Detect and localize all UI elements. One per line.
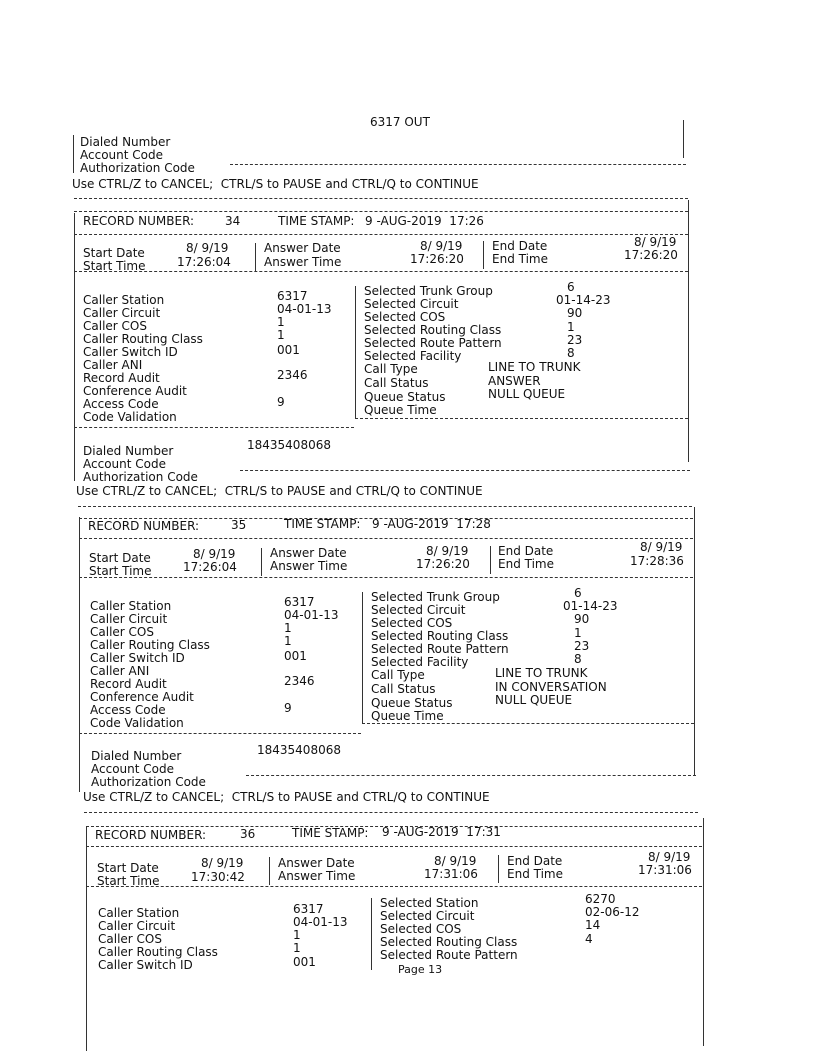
divider bbox=[362, 592, 363, 724]
label-caller-switch-id: Caller Switch ID bbox=[90, 651, 185, 665]
caller-routing-class: 1 bbox=[284, 634, 292, 648]
label-caller-circuit: Caller Circuit bbox=[90, 612, 168, 626]
page-title: 6317 OUT bbox=[370, 115, 430, 129]
divider bbox=[84, 812, 698, 813]
access-code: 9 bbox=[284, 701, 292, 715]
label-code-validation: Code Validation bbox=[90, 716, 184, 730]
label-caller-station: Caller Station bbox=[90, 599, 172, 613]
selected-cos: 14 bbox=[585, 918, 601, 932]
selected-circuit: 01-14-23 bbox=[556, 293, 611, 307]
time-stamp: 9 -AUG-2019 17:26 bbox=[365, 214, 484, 228]
divider bbox=[240, 470, 690, 471]
label-selected-circuit: Selected Circuit bbox=[380, 909, 475, 923]
label-selected-cos: Selected COS bbox=[371, 616, 453, 630]
queue-status: NULL QUEUE bbox=[495, 693, 573, 707]
call-status: ANSWER bbox=[488, 374, 541, 388]
selected-cos: 90 bbox=[567, 306, 583, 320]
divider bbox=[255, 243, 256, 271]
queue-status: NULL QUEUE bbox=[488, 387, 566, 401]
call-status: IN CONVERSATION bbox=[495, 680, 607, 694]
divider bbox=[355, 418, 688, 419]
selected-route-pattern: 23 bbox=[574, 639, 590, 653]
divider bbox=[74, 198, 688, 199]
label-dialed-number: Dialed Number bbox=[91, 749, 182, 763]
record-audit: 2346 bbox=[284, 674, 315, 688]
divider bbox=[74, 427, 354, 428]
label-call-type: Call Type bbox=[371, 668, 425, 682]
label-call-status: Call Status bbox=[364, 376, 429, 390]
label-dialed-number: Dialed Number bbox=[83, 444, 174, 458]
label-record-audit: Record Audit bbox=[90, 677, 167, 691]
caller-circuit: 04-01-13 bbox=[284, 608, 339, 622]
label-answer-time: Answer Time bbox=[264, 255, 342, 269]
label-end-date: End Date bbox=[498, 544, 554, 558]
divider bbox=[74, 213, 75, 481]
label-start-time: Start Time bbox=[97, 874, 160, 888]
selected-routing-class: 1 bbox=[567, 320, 575, 334]
divider bbox=[246, 775, 696, 776]
record-number: 36 bbox=[240, 827, 256, 841]
label-selected-station: Selected Station bbox=[380, 896, 479, 910]
end-date: 8/ 9/19 bbox=[640, 540, 683, 554]
label-caller-routing-class: Caller Routing Class bbox=[98, 945, 218, 959]
selected-trunk-group: 6 bbox=[574, 586, 582, 600]
answer-time: 17:31:06 bbox=[424, 867, 478, 881]
label-authorization-code: Authorization Code bbox=[83, 470, 198, 484]
divider bbox=[490, 546, 491, 574]
divider bbox=[261, 548, 262, 576]
label-selected-facility: Selected Facility bbox=[364, 349, 462, 363]
control-prompt: Use CTRL/Z to CANCEL; CTRL/S to PAUSE and CTRL/Q to CONTINUE bbox=[83, 790, 490, 804]
divider bbox=[269, 857, 270, 885]
label-selected-circuit: Selected Circuit bbox=[364, 297, 459, 311]
label-conference-audit: Conference Audit bbox=[90, 690, 194, 704]
selected-station: 6270 bbox=[585, 892, 616, 906]
record-number-label: RECORD NUMBER: bbox=[83, 214, 195, 228]
label-answer-time: Answer Time bbox=[270, 559, 348, 573]
label-start-date: Start Date bbox=[83, 246, 145, 260]
label-caller-ani: Caller ANI bbox=[90, 664, 150, 678]
label-caller-routing-class: Caller Routing Class bbox=[83, 332, 203, 346]
label-answer-date: Answer Date bbox=[264, 241, 341, 255]
label-end-date: End Date bbox=[507, 854, 563, 868]
label-queue-status: Queue Status bbox=[371, 696, 453, 710]
label-queue-time: Queue Time bbox=[364, 403, 437, 417]
label-start-time: Start Time bbox=[83, 259, 146, 273]
label-start-time: Start Time bbox=[89, 564, 152, 578]
answer-time: 17:26:20 bbox=[416, 557, 470, 571]
time-stamp-label: TIME STAMP: bbox=[278, 214, 355, 228]
label-access-code: Access Code bbox=[90, 703, 166, 717]
label-selected-route-pattern: Selected Route Pattern bbox=[371, 642, 509, 656]
label-authorization-code: Authorization Code bbox=[91, 775, 206, 789]
caller-circuit: 04-01-13 bbox=[277, 302, 332, 316]
start-date: 8/ 9/19 bbox=[201, 856, 244, 870]
divider bbox=[230, 164, 686, 165]
divider bbox=[78, 506, 692, 507]
caller-switch-id: 001 bbox=[293, 955, 316, 969]
selected-route-pattern: 23 bbox=[567, 333, 583, 347]
call-type: LINE TO TRUNK bbox=[488, 360, 581, 374]
start-date: 8/ 9/19 bbox=[186, 241, 229, 255]
divider bbox=[371, 898, 372, 970]
label-end-date: End Date bbox=[492, 239, 548, 253]
divider bbox=[74, 271, 688, 272]
record-audit: 2346 bbox=[277, 368, 308, 382]
caller-station: 6317 bbox=[284, 595, 315, 609]
time-stamp: 9 -AUG-2019 17:28 bbox=[372, 517, 491, 531]
selected-circuit: 01-14-23 bbox=[563, 599, 618, 613]
divider bbox=[498, 855, 499, 883]
label-caller-routing-class: Caller Routing Class bbox=[90, 638, 210, 652]
label-code-validation: Code Validation bbox=[83, 410, 177, 424]
label-selected-cos: Selected COS bbox=[380, 922, 462, 936]
label-queue-status: Queue Status bbox=[364, 390, 446, 404]
selected-facility: 8 bbox=[574, 652, 582, 666]
divider bbox=[703, 818, 704, 1046]
selected-routing-class: 1 bbox=[574, 626, 582, 640]
end-date: 8/ 9/19 bbox=[634, 235, 677, 249]
caller-routing-class: 1 bbox=[277, 328, 285, 342]
caller-routing-class: 1 bbox=[293, 941, 301, 955]
divider bbox=[74, 211, 688, 212]
divider bbox=[79, 517, 80, 792]
caller-switch-id: 001 bbox=[277, 343, 300, 357]
time-stamp-label: TIME STAMP: bbox=[284, 517, 361, 531]
start-date: 8/ 9/19 bbox=[193, 547, 236, 561]
label-answer-date: Answer Date bbox=[270, 546, 347, 560]
divider bbox=[79, 733, 361, 734]
end-time: 17:28:36 bbox=[630, 554, 684, 568]
label-account-code: Account Code bbox=[80, 148, 163, 162]
start-time: 17:26:04 bbox=[177, 255, 231, 269]
record-number-label: RECORD NUMBER: bbox=[95, 828, 207, 842]
caller-circuit: 04-01-13 bbox=[293, 915, 348, 929]
caller-cos: 1 bbox=[293, 928, 301, 942]
label-answer-time: Answer Time bbox=[278, 869, 356, 883]
label-caller-station: Caller Station bbox=[98, 906, 180, 920]
label-caller-ani: Caller ANI bbox=[83, 358, 143, 372]
caller-cos: 1 bbox=[284, 621, 292, 635]
label-call-status: Call Status bbox=[371, 682, 436, 696]
label-selected-circuit: Selected Circuit bbox=[371, 603, 466, 617]
label-conference-audit: Conference Audit bbox=[83, 384, 187, 398]
dialed-number: 18435408068 bbox=[257, 743, 341, 757]
end-time: 17:31:06 bbox=[638, 863, 692, 877]
label-selected-routing-class: Selected Routing Class bbox=[380, 935, 518, 949]
answer-time: 17:26:20 bbox=[410, 252, 464, 266]
label-selected-trunk-group: Selected Trunk Group bbox=[364, 284, 493, 298]
label-selected-route-pattern: Selected Route Pattern bbox=[364, 336, 502, 350]
label-queue-time: Queue Time bbox=[371, 709, 444, 723]
divider bbox=[74, 234, 688, 235]
label-selected-routing-class: Selected Routing Class bbox=[364, 323, 502, 337]
label-caller-cos: Caller COS bbox=[98, 932, 162, 946]
start-time: 17:26:04 bbox=[183, 560, 237, 574]
divider bbox=[362, 723, 694, 724]
label-account-code: Account Code bbox=[91, 762, 174, 776]
call-type: LINE TO TRUNK bbox=[495, 666, 588, 680]
caller-switch-id: 001 bbox=[284, 649, 307, 663]
record-number-label: RECORD NUMBER: bbox=[88, 519, 200, 533]
label-end-time: End Time bbox=[498, 557, 554, 571]
label-caller-circuit: Caller Circuit bbox=[83, 306, 161, 320]
label-end-time: End Time bbox=[492, 252, 548, 266]
label-selected-routing-class: Selected Routing Class bbox=[371, 629, 509, 643]
divider bbox=[73, 135, 74, 173]
label-selected-facility: Selected Facility bbox=[371, 655, 469, 669]
time-stamp: 9 -AUG-2019 17:31 bbox=[382, 825, 501, 839]
label-account-code: Account Code bbox=[83, 457, 166, 471]
label-start-date: Start Date bbox=[97, 861, 159, 875]
selected-routing-class: 4 bbox=[585, 932, 593, 946]
label-selected-trunk-group: Selected Trunk Group bbox=[371, 590, 500, 604]
answer-date: 8/ 9/19 bbox=[434, 854, 477, 868]
start-time: 17:30:42 bbox=[191, 870, 245, 884]
selected-facility: 8 bbox=[567, 346, 575, 360]
selected-circuit: 02-06-12 bbox=[585, 905, 640, 919]
label-caller-switch-id: Caller Switch ID bbox=[83, 345, 178, 359]
divider bbox=[683, 120, 684, 158]
divider bbox=[483, 241, 484, 269]
label-answer-date: Answer Date bbox=[278, 856, 355, 870]
end-date: 8/ 9/19 bbox=[648, 850, 691, 864]
divider bbox=[694, 507, 695, 775]
answer-date: 8/ 9/19 bbox=[420, 239, 463, 253]
caller-station: 6317 bbox=[293, 902, 324, 916]
label-caller-cos: Caller COS bbox=[90, 625, 154, 639]
label-caller-circuit: Caller Circuit bbox=[98, 919, 176, 933]
label-selected-cos: Selected COS bbox=[364, 310, 446, 324]
divider bbox=[86, 886, 702, 887]
control-prompt: Use CTRL/Z to CANCEL; CTRL/S to PAUSE and CTRL/Q to CONTINUE bbox=[72, 177, 479, 191]
divider bbox=[86, 846, 702, 847]
label-call-type: Call Type bbox=[364, 362, 418, 376]
label-access-code: Access Code bbox=[83, 397, 159, 411]
divider bbox=[79, 577, 693, 578]
divider bbox=[79, 538, 693, 539]
label-end-time: End Time bbox=[507, 867, 563, 881]
label-record-audit: Record Audit bbox=[83, 371, 160, 385]
selected-cos: 90 bbox=[574, 612, 590, 626]
label-dialed-number: Dialed Number bbox=[80, 135, 171, 149]
end-time: 17:26:20 bbox=[624, 248, 678, 262]
label-selected-route-pattern: Selected Route Pattern bbox=[380, 948, 518, 962]
control-prompt: Use CTRL/Z to CANCEL; CTRL/S to PAUSE and CTRL/Q to CONTINUE bbox=[76, 484, 483, 498]
label-caller-switch-id: Caller Switch ID bbox=[98, 958, 193, 972]
label-caller-cos: Caller COS bbox=[83, 319, 147, 333]
access-code: 9 bbox=[277, 395, 285, 409]
label-start-date: Start Date bbox=[89, 551, 151, 565]
dialed-number: 18435408068 bbox=[247, 438, 331, 452]
caller-station: 6317 bbox=[277, 289, 308, 303]
label-caller-station: Caller Station bbox=[83, 293, 165, 307]
divider bbox=[86, 826, 87, 1051]
label-authorization-code: Authorization Code bbox=[80, 161, 195, 175]
record-number: 34 bbox=[225, 214, 241, 228]
record-number: 35 bbox=[231, 518, 247, 532]
divider bbox=[688, 200, 689, 462]
time-stamp-label: TIME STAMP: bbox=[292, 826, 369, 840]
page-number: Page 13 bbox=[398, 963, 443, 976]
divider bbox=[355, 286, 356, 418]
selected-trunk-group: 6 bbox=[567, 280, 575, 294]
caller-cos: 1 bbox=[277, 315, 285, 329]
answer-date: 8/ 9/19 bbox=[426, 544, 469, 558]
